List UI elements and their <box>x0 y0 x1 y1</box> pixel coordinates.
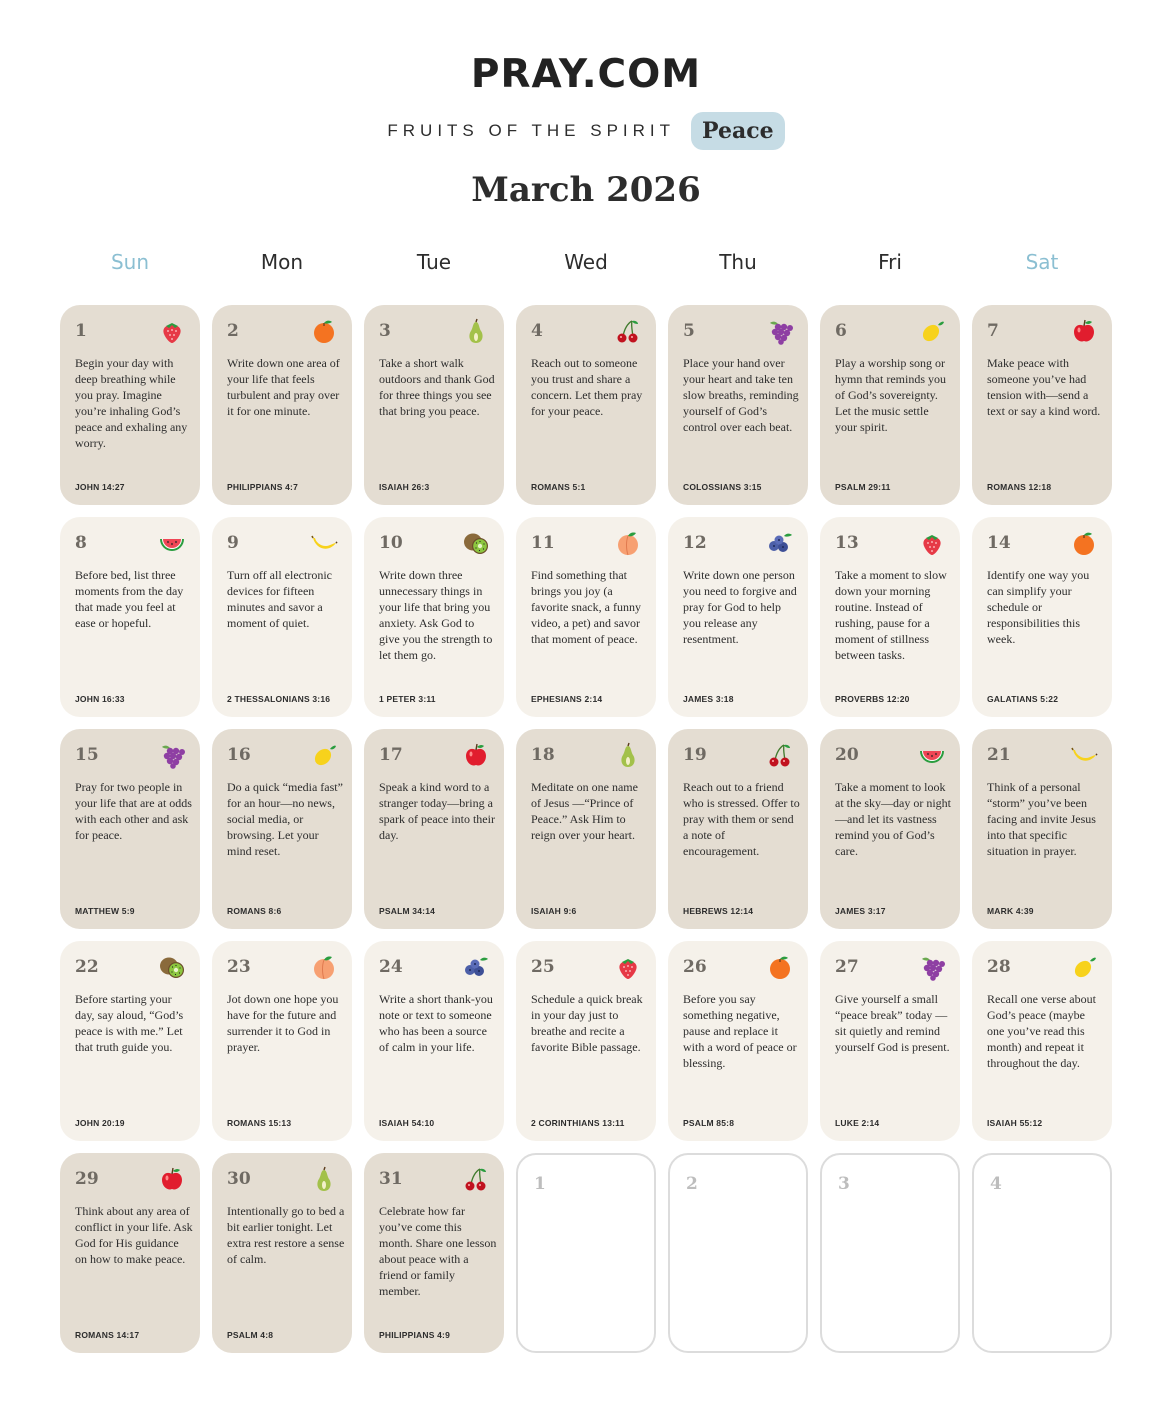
scripture-reference: PHILIPPIANS 4:7 <box>227 482 299 492</box>
weekday-sun: Sun <box>110 250 150 274</box>
scripture-reference: JOHN 16:33 <box>75 694 125 704</box>
day-card <box>516 941 656 1141</box>
next-month-card <box>516 1153 656 1353</box>
series-row <box>0 110 1172 152</box>
day-number: 19 <box>683 745 707 765</box>
day-number: 3 <box>379 321 391 341</box>
apple-icon <box>158 1165 186 1193</box>
day-card <box>212 941 352 1141</box>
day-number: 15 <box>75 745 99 765</box>
scripture-reference: PSALM 4:8 <box>227 1330 274 1340</box>
day-card <box>668 729 808 929</box>
day-activity: Play a worship song or hymn that reminds you of God’s sovereignty. Let the music settle your spirit. <box>835 356 946 434</box>
kiwi-icon <box>462 529 490 557</box>
peach-icon <box>614 529 642 557</box>
next-month-card <box>668 1153 808 1353</box>
orange-icon <box>1070 529 1098 557</box>
day-card <box>668 517 808 717</box>
day-activity: Jot down one hope you have for the future and surrender it to God in prayer. <box>227 992 339 1054</box>
day-activity: Speak a kind word to a stranger today—bring a spark of peace into their day. <box>379 780 495 842</box>
scripture-reference: 2 THESSALONIANS 3:16 <box>227 694 331 704</box>
day-card <box>972 941 1112 1141</box>
day-number: 4 <box>531 321 543 341</box>
lemon-icon <box>1070 953 1098 981</box>
theme-badge: Peace <box>691 112 785 150</box>
day-card <box>212 729 352 929</box>
lemon-icon <box>918 317 946 345</box>
day-number: 6 <box>835 321 847 341</box>
day-activity: Reach out to someone you trust and share a concern. Let them pray for your peace. <box>531 356 643 418</box>
pear-icon <box>310 1165 338 1193</box>
day-number: 26 <box>683 957 707 977</box>
day-card <box>60 517 200 717</box>
scripture-reference: ROMANS 8:6 <box>227 906 282 916</box>
day-card <box>60 941 200 1141</box>
day-card <box>668 941 808 1141</box>
blueberries-icon <box>462 953 490 981</box>
day-number: 2 <box>686 1174 698 1194</box>
scripture-reference: LUKE 2:14 <box>835 1118 880 1128</box>
weekday-mon: Mon <box>260 250 304 274</box>
day-card <box>516 305 656 505</box>
day-activity: Think about any area of conflict in your life. Ask God for His guidance on how to make peace. <box>75 1204 193 1266</box>
weekday-tue: Tue <box>416 250 452 274</box>
day-card <box>60 729 200 929</box>
scripture-reference: HEBREWS 12:14 <box>683 906 754 916</box>
weekday-sat: Sat <box>1025 250 1059 274</box>
day-card <box>668 305 808 505</box>
day-number: 16 <box>227 745 251 765</box>
day-activity: Do a quick “media fast” for an hour—no news, social media, or browsing. Let your mind reset. <box>227 780 343 858</box>
day-card <box>972 517 1112 717</box>
day-number: 12 <box>683 533 707 553</box>
scripture-reference: PHILIPPIANS 4:9 <box>379 1330 451 1340</box>
day-number: 23 <box>227 957 251 977</box>
weekday-wed: Wed <box>564 250 608 274</box>
day-number: 28 <box>987 957 1011 977</box>
day-number: 20 <box>835 745 859 765</box>
scripture-reference: PSALM 29:11 <box>835 482 891 492</box>
day-number: 29 <box>75 1169 99 1189</box>
day-number: 11 <box>531 533 555 553</box>
day-card <box>60 305 200 505</box>
month-title: March 2026 <box>471 170 701 210</box>
day-activity: Take a moment to look at the sky—day or night—and let its vastness remind you of God’s care. <box>835 780 951 858</box>
weekday-thu: Thu <box>719 250 757 274</box>
grapes-icon <box>918 953 946 981</box>
scripture-reference: 2 CORINTHIANS 13:11 <box>531 1118 625 1128</box>
next-month-card <box>972 1153 1112 1353</box>
watermelon-icon <box>918 741 946 769</box>
day-activity: Before you say something negative, pause and replace it with a word of peace or blessing. <box>683 992 797 1070</box>
day-card <box>820 941 960 1141</box>
day-activity: Give yourself a small “peace break” today —sit quietly and remind yourself God is present. <box>835 992 950 1054</box>
strawberry-icon <box>918 529 946 557</box>
day-card <box>364 729 504 929</box>
day-card <box>972 729 1112 929</box>
weekday-fri: Fri <box>878 250 902 274</box>
banana-icon <box>310 529 338 557</box>
day-card <box>364 1153 504 1353</box>
peach-icon <box>310 953 338 981</box>
blueberries-icon <box>766 529 794 557</box>
day-activity: Place your hand over your heart and take ten slow breaths, reminding yourself of God’s control over each beat. <box>683 356 799 434</box>
day-activity: Take a moment to slow down your morning routine. Instead of rushing, pause for a moment of stillness between tasks. <box>835 568 947 662</box>
day-activity: Write down one person you need to forgive and pray for God to help you release any resentment. <box>683 568 797 646</box>
apple-icon <box>1070 317 1098 345</box>
scripture-reference: MATTHEW 5:9 <box>75 906 135 916</box>
series-title: FRUITS OF THE SPIRIT <box>387 121 676 140</box>
day-number: 22 <box>75 957 99 977</box>
day-activity: Write down three unnecessary things in your life that bring you anxiety. Ask God to give you the strength to let them go. <box>379 568 493 662</box>
day-number: 8 <box>75 533 87 553</box>
day-activity: Reach out to a friend who is stressed. Offer to pray with them or send a note of encouragement. <box>683 780 800 858</box>
scripture-reference: ROMANS 12:18 <box>987 482 1052 492</box>
day-activity: Intentionally go to bed a bit earlier tonight. Let extra rest restore a sense of calm. <box>227 1204 345 1266</box>
cherries-icon <box>462 1165 490 1193</box>
scripture-reference: ROMANS 14:17 <box>75 1330 140 1340</box>
lemon-icon <box>310 741 338 769</box>
day-number: 3 <box>838 1174 850 1194</box>
day-card <box>212 305 352 505</box>
strawberry-icon <box>158 317 186 345</box>
day-card <box>972 305 1112 505</box>
day-activity: Before starting your day, say aloud, “God’s peace is with me.” Let that truth guide you. <box>75 992 184 1054</box>
day-card <box>820 305 960 505</box>
day-activity: Write down one area of your life that feels turbulent and pray over it for one minute. <box>227 356 340 418</box>
scripture-reference: ISAIAH 9:6 <box>531 906 577 916</box>
cherries-icon <box>766 741 794 769</box>
scripture-reference: JAMES 3:18 <box>683 694 734 704</box>
day-number: 21 <box>987 745 1011 765</box>
scripture-reference: COLOSSIANS 3:15 <box>683 482 762 492</box>
day-card <box>60 1153 200 1353</box>
day-number: 4 <box>990 1174 1002 1194</box>
day-number: 5 <box>683 321 695 341</box>
scripture-reference: ROMANS 5:1 <box>531 482 586 492</box>
day-card <box>212 1153 352 1353</box>
watermelon-icon <box>158 529 186 557</box>
strawberry-icon <box>614 953 642 981</box>
day-number: 17 <box>379 745 403 765</box>
day-number: 1 <box>75 321 87 341</box>
day-number: 14 <box>987 533 1011 553</box>
day-activity: Take a short walk outdoors and thank God for three things you see that bring you peace. <box>379 356 495 418</box>
day-number: 7 <box>987 321 999 341</box>
day-activity: Before bed, list three moments from the day that made you feel at ease or hopeful. <box>75 568 184 630</box>
day-card <box>364 517 504 717</box>
calendar-grid <box>60 305 1112 1353</box>
grapes-icon <box>766 317 794 345</box>
day-activity: Turn off all electronic devices for fifteen minutes and savor a moment of quiet. <box>227 568 332 630</box>
scripture-reference: ROMANS 15:13 <box>227 1118 292 1128</box>
day-card <box>212 517 352 717</box>
day-card <box>820 517 960 717</box>
day-number: 1 <box>534 1174 546 1194</box>
day-activity: Begin your day with deep breathing while you pray. Imagine you’re inhaling God’s peace and exhaling any worry. <box>75 356 188 450</box>
scripture-reference: JAMES 3:17 <box>835 906 886 916</box>
day-activity: Make peace with someone you’ve had tension with—send a text or say a kind word. <box>987 356 1101 418</box>
grapes-icon <box>158 741 186 769</box>
day-card <box>364 941 504 1141</box>
scripture-reference: GALATIANS 5:22 <box>987 694 1059 704</box>
day-activity: Schedule a quick break in your day just to breathe and recite a favorite Bible passage. <box>531 992 643 1054</box>
day-card <box>516 517 656 717</box>
day-activity: Think of a personal “storm” you’ve been facing and invite Jesus into that specific situation in prayer. <box>987 780 1096 858</box>
cherries-icon <box>614 317 642 345</box>
day-number: 2 <box>227 321 239 341</box>
day-number: 9 <box>227 533 239 553</box>
day-number: 25 <box>531 957 555 977</box>
scripture-reference: ISAIAH 55:12 <box>987 1118 1043 1128</box>
kiwi-icon <box>158 953 186 981</box>
banana-icon <box>1070 741 1098 769</box>
scripture-reference: JOHN 14:27 <box>75 482 125 492</box>
day-number: 24 <box>379 957 403 977</box>
orange-icon <box>766 953 794 981</box>
scripture-reference: ISAIAH 26:3 <box>379 482 430 492</box>
apple-icon <box>462 741 490 769</box>
scripture-reference: ISAIAH 54:10 <box>379 1118 435 1128</box>
day-number: 31 <box>379 1169 403 1189</box>
day-card <box>516 729 656 929</box>
scripture-reference: PROVERBS 12:20 <box>835 694 910 704</box>
day-activity: Recall one verse about God’s peace (maybe one you’ve read this month) and repeat it throughout the day. <box>987 992 1096 1070</box>
pear-icon <box>614 741 642 769</box>
next-month-card <box>820 1153 960 1353</box>
day-number: 18 <box>531 745 555 765</box>
day-card <box>364 305 504 505</box>
day-activity: Pray for two people in your life that are at odds with each other and ask for peace. <box>75 780 192 842</box>
scripture-reference: PSALM 85:8 <box>683 1118 735 1128</box>
scripture-reference: EPHESIANS 2:14 <box>531 694 603 704</box>
day-number: 27 <box>835 957 859 977</box>
day-activity: Meditate on one name of Jesus —“Prince of Peace.” Ask Him to reign over your heart. <box>531 780 638 842</box>
brand-logo: PRAY.COM <box>470 52 702 97</box>
day-card <box>820 729 960 929</box>
pear-icon <box>462 317 490 345</box>
scripture-reference: JOHN 20:19 <box>75 1118 125 1128</box>
day-number: 10 <box>379 533 403 553</box>
scripture-reference: MARK 4:39 <box>987 906 1034 916</box>
day-activity: Write a short thank-you note or text to someone who has been a source of calm in your life. <box>379 992 493 1054</box>
scripture-reference: PSALM 34:14 <box>379 906 436 916</box>
day-number: 30 <box>227 1169 251 1189</box>
scripture-reference: 1 PETER 3:11 <box>379 694 436 704</box>
day-activity: Celebrate how far you’ve come this month. Share one lesson about peace with a friend or family member. <box>379 1204 497 1298</box>
day-activity: Identify one way you can simplify your schedule or responsibilities this week. <box>987 568 1090 646</box>
orange-icon <box>310 317 338 345</box>
day-activity: Find something that brings you joy (a favorite snack, a funny video, a pet) and savor that moment of peace. <box>531 568 641 646</box>
day-number: 13 <box>835 533 859 553</box>
